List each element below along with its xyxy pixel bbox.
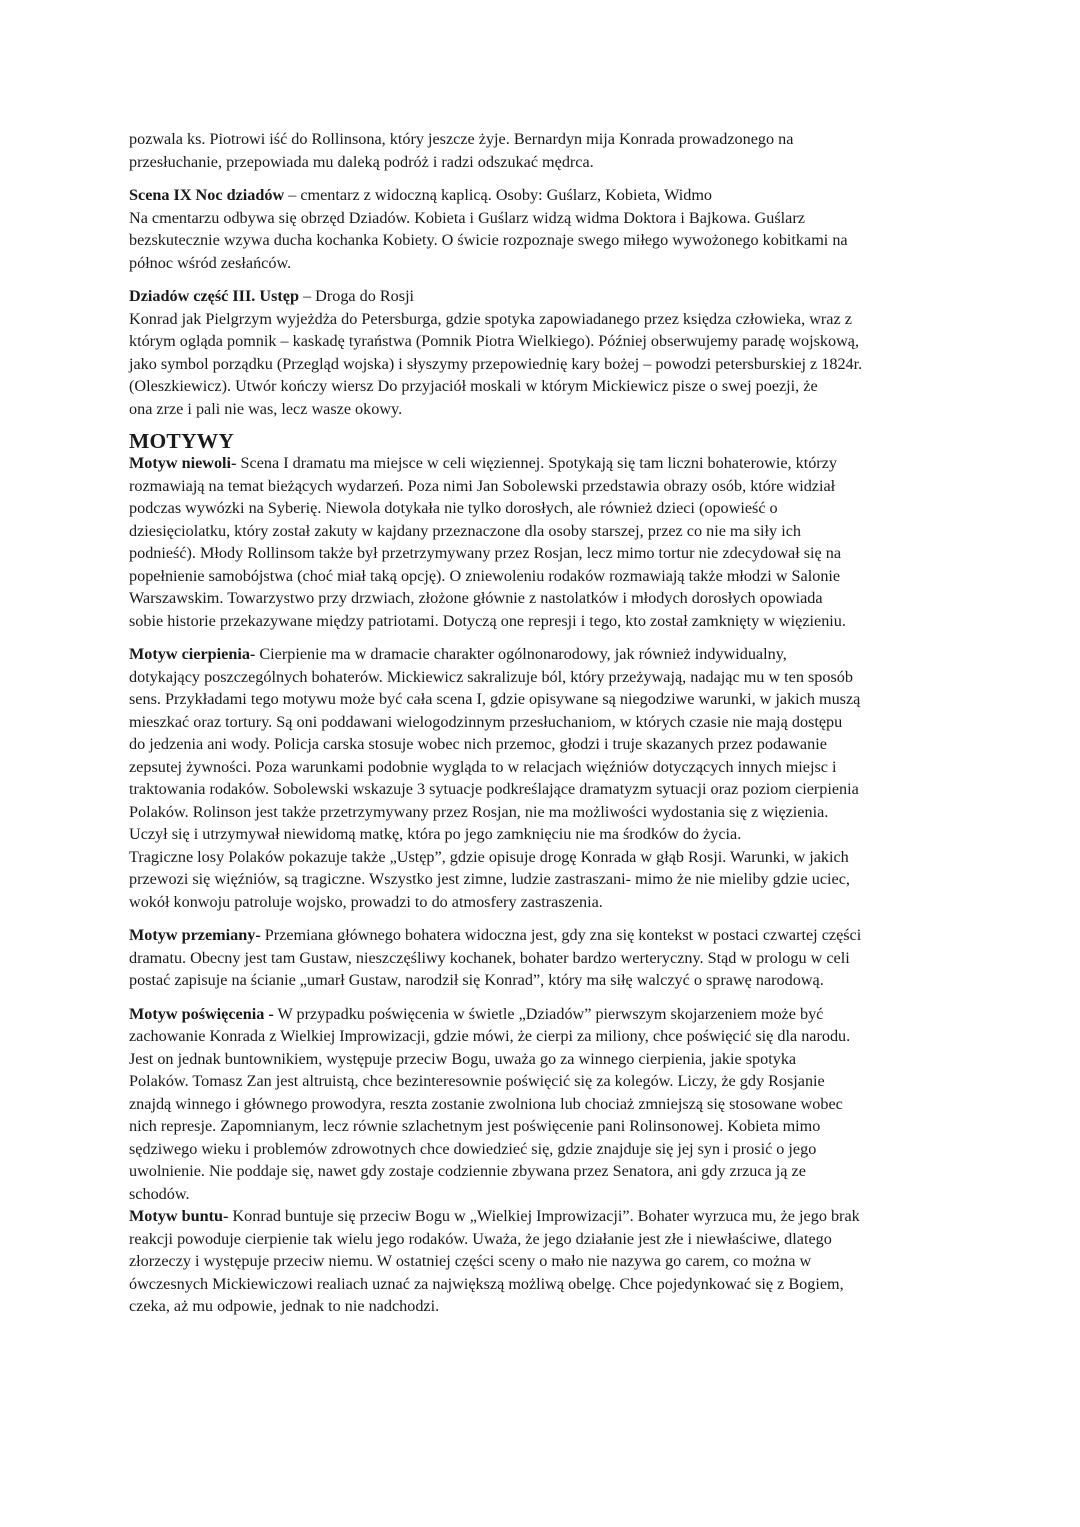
- text-line: dziesięciolatku, który został zakuty w kajdany przeznaczone dla osoby starszej, przez co nie ma siły ich: [129, 521, 801, 540]
- text-line: reakcji powoduje cierpienie tak wielu jego rodaków. Uważa, że jego działanie jest złe i niewłaściwe, dlatego: [129, 1229, 832, 1248]
- text-line: rozmawiają na temat bieżących wydarzeń. Poza nimi Jan Sobolewski przedstawia obrazy osób, które widział: [129, 476, 836, 495]
- motif-sacrifice-title: Motyw poświęcenia -: [129, 1004, 274, 1023]
- text-line: nich represje. Zapomnianym, lecz równie szlachetnym jest poświęcenie pani Rolinsonowej. Kobieta mimo: [129, 1117, 821, 1135]
- text-line: Na cmentarzu odbywa się obrzęd Dziadów. Kobieta i Guślarz widzą widma Doktora i Bajkowa. Guślarz: [129, 208, 805, 227]
- text-line: czeka, aż mu odpowie, jednak to nie nadchodzi.: [129, 1297, 440, 1315]
- motif-suffering-title: Motyw cierpienia-: [129, 645, 256, 663]
- text-line: sędziwego wieku i problemów zdrowotnych chce dowiedzieć się, gdzie znajduje się jej syn i prosić o jego: [129, 1139, 817, 1158]
- text-line: Uczył się i utrzymywał niewidomą matkę, która po jego zamknięciu nie ma środków do życia.: [129, 825, 742, 843]
- text-line: Konrad jak Pielgrzym wyjeżdża do Petersburga, gdzie spotyka zapowiadanego przez księdza człowieka, wraz z: [129, 309, 852, 328]
- motif-suffering-paragraph: [129, 643, 959, 913]
- text-line: Polaków. Tomasz Zan jest altruistą, chce bezinteresownie poświęcić się za kolegów. Liczy, że gdy Rosjanie: [129, 1072, 825, 1090]
- text-line: popełnienie samobójstwa (choć miał taką opcję). O zniewoleniu rodaków rozmawiają także młodzi w Salonie: [129, 566, 841, 585]
- motif-transformation-paragraph: [129, 924, 959, 992]
- motif-transformation-title: Motyw przemiany-: [129, 926, 261, 944]
- motif-rebellion-paragraph: [129, 1205, 959, 1318]
- text-line: sobie historie przekazywane między patriotami. Dotyczą one represji i tego, kto został zamknięty w więzieniu.: [129, 611, 846, 630]
- text-line: Tragiczne losy Polaków pokazuje także „Ustęp”, gdzie opisuje drogę Konrada w głąb Rosji. Warunki, w jakich: [129, 847, 849, 866]
- ustep-title: Dziadów część III. Ustęp: [129, 287, 299, 305]
- text-line: przewozi się więźniów, są tragiczne. Wszystko jest zimne, ludzie zastraszani- mimo że nie mieliby gdzie uciec,: [129, 870, 850, 888]
- motif-captivity-paragraph: [129, 452, 959, 632]
- motywy-heading: MOTYWY: [129, 429, 235, 453]
- text-line: [129, 184, 959, 207]
- text-line: sens. Przykładami tego motywu może być cała scena I, gdzie opisywane są niegodziwe warunki, w jakich muszą: [129, 690, 861, 708]
- ustep-paragraph: [129, 285, 959, 420]
- text-line: zachowanie Konrada z Wielkiej Improwizacji, gdzie mówi, że cierpi za miliony, chce poświęcić się dla narodu.: [129, 1027, 851, 1045]
- motif-captivity-title: Motyw niewoli-: [129, 454, 237, 472]
- text-line: znajdą winnego i głównego prowodyra, reszta zostanie zwolniona lub chociaż zmniejszą się stosowane wobec: [129, 1094, 843, 1113]
- text-line: Polaków. Rolinson jest także przetrzymywany przez Rosjan, nie ma możliwości wydostania się z więzienia.: [129, 802, 829, 821]
- intro-paragraph: [129, 128, 959, 173]
- text-line: północ wśród zesłańców.: [129, 253, 292, 272]
- text-line: uwolnienie. Nie poddaje się, nawet gdy zostaje codziennie zbywana przez Senatora, ani gdy zrzuca ją ze: [129, 1162, 806, 1180]
- text-line: mieszkać oraz tortury. Są oni poddawani wielogodzinnym przesłuchaniom, w których czasie nie mają dostępu: [129, 712, 843, 731]
- text-line: Motyw cierpienia- Cierpienie ma w dramacie charakter ogólnonarodowy, jak również indywidualny,: [129, 645, 787, 663]
- text-line: Jest on jednak buntownikiem, występuje przeciw Bogu, uważa go za winnego cierpienia, jakie spotyka: [129, 1049, 797, 1068]
- text-line: ówczesnych Mickiewiczowi realiach uznać za największą możliwą obelgę. Chce pojedynkować się z Bogiem,: [129, 1274, 844, 1293]
- text-line: ona zrze i pali nie was, lecz wasze okowy.: [129, 399, 403, 418]
- text-line: postać zapisuje na ścianie „umarł Gustaw, narodził się Konrad”, który ma siłę walczyć o sprawę narodową.: [129, 971, 824, 989]
- text-line: (Oleszkiewicz). Utwór kończy wiersz Do przyjaciół moskali w którym Mickiewicz pisze o swej poezji, że: [129, 377, 818, 395]
- text-line: dramatu. Obecny jest tam Gustaw, nieszczęśliwy kochanek, bohater bardzo werteryczny. Stąd w prologu w celi: [129, 948, 850, 967]
- text-line: dotykający poszczególnych bohaterów. Mickiewicz sakralizuje ból, który przeżywają, nadając mu w ten sposób: [129, 667, 853, 686]
- text-line: Motyw poświęcenia - W przypadku poświęcenia w świetle „Dziadów” pierwszym skojarzeniem może być: [129, 1004, 824, 1023]
- text-line: Warszawskim. Towarzystwo przy drzwiach, złożone głównie z nastolatków i młodych dorosłych opowiada: [129, 589, 823, 607]
- motif-rebellion-title: Motyw buntu-: [129, 1207, 229, 1225]
- motif-sacrifice-paragraph: [129, 1003, 959, 1206]
- text-line: Motyw niewoli- Scena I dramatu ma miejsce w celi więziennej. Spotykają się tam liczni bohaterowie, którzy: [129, 454, 837, 472]
- scene-9-paragraph: [129, 184, 959, 274]
- text-line: wokół konwoju patroluje wojsko, prowadzi to do atmosfery zastraszenia.: [129, 892, 603, 911]
- text-line: Motyw przemiany- Przemiana głównego bohatera widoczna jest, gdy zna się kontekst w postaci czwartej części: [129, 926, 862, 944]
- text-line: podczas wywózki na Syberię. Niewola dotykała nie tylko dorosłych, ale również dzieci (opowieść o: [129, 499, 778, 517]
- text-line: traktowania rodaków. Sobolewski wskazuje 3 sytuacje podkreślające dramatyzm sytuacji oraz poziom cierpienia: [129, 780, 859, 798]
- text-line: przesłuchanie, przepowiada mu daleką podróż i radzi odszukać mędrca.: [129, 152, 594, 171]
- text-line: do jedzenia ani wody. Policja carska stosuje wobec nich przemoc, głodzi i truje skazanych przez podawanie: [129, 735, 827, 753]
- text-line: Motyw buntu- Konrad buntuje się przeciw Bogu w „Wielkiej Improwizacji”. Bohater wyrzuca mu, że jego brak: [129, 1207, 860, 1225]
- text-line: złorzeczy i występuje przeciw niemu. W ostatniej części sceny o mało nie nazywa go carem, co można w: [129, 1252, 812, 1270]
- text-line: pozwala ks. Piotrowi iść do Rollinsona, który jeszcze żyje. Bernardyn mija Konrada prowadzonego na: [129, 130, 794, 148]
- scene-9-subtitle: – cmentarz z widoczną kaplicą. Osoby: Guślarz, Kobieta, Widmo: [284, 186, 713, 204]
- text-line: bezskutecznie wzywa ducha kochanka Kobiety. O świcie rozpoznaje swego miłego wywożonego kobitkami na: [129, 231, 848, 249]
- scene-9-title: Scena IX Noc dziadów: [129, 186, 285, 204]
- ustep-subtitle: – Droga do Rosji: [298, 287, 415, 305]
- text-line: schodów.: [129, 1184, 190, 1203]
- text-line: zepsutej żywności. Poza warunkami podobnie wygląda to w relacjach więźniów dotyczących innych miejsc i: [129, 757, 837, 776]
- text-line: [129, 285, 959, 308]
- text-line: podnieść). Młody Rollinsom także był przetrzymywany przez Rosjan, lecz mimo tortur nie zdecydował się na: [129, 544, 842, 562]
- text-line: którym ogląda pomnik – kaskadę tyraństwa (Pomnik Piotra Wielkiego). Później obserwujemy paradę wojskową,: [129, 332, 860, 350]
- text-line: jako symbol porządku (Przegląd wojska) i słyszymy przepowiednię kary bożej – powodzi petersburskiej z 1824r.: [129, 354, 863, 373]
- document-page: [129, 128, 959, 1329]
